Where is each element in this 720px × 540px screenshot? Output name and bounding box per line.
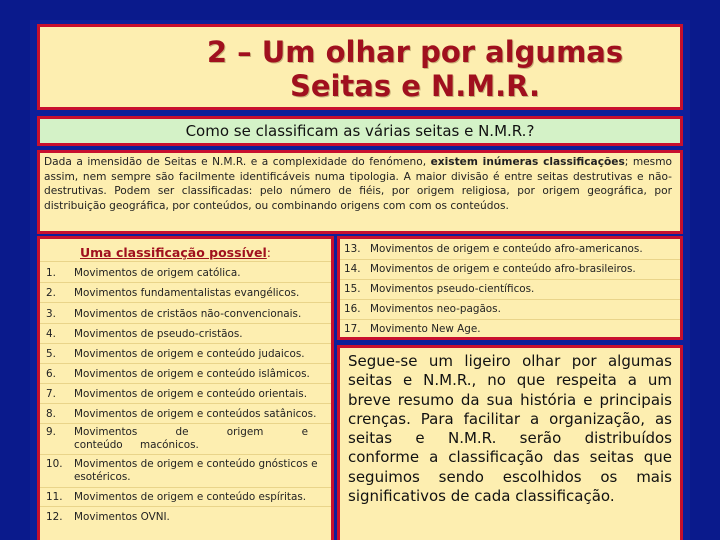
divider	[40, 261, 331, 262]
divider	[340, 299, 680, 300]
list-item	[344, 303, 501, 316]
item-text: Movimentos de origem e conteúdo afro-americanos.	[370, 243, 643, 255]
item-text: Movimentos fundamentalistas evangélicos.	[74, 287, 300, 299]
item-number: 15.	[344, 283, 361, 295]
divider	[340, 279, 680, 280]
item-text: Movimentos OVNI.	[74, 511, 170, 523]
slide-title-line-2: Seitas e N.M.R.	[289, 69, 541, 103]
item-number: 16.	[344, 303, 361, 315]
classification-heading	[80, 245, 271, 260]
item-number: 3.	[46, 308, 56, 320]
item-text: Movimentos de origem e conteúdo espíritas.	[74, 491, 307, 503]
item-number: 8.	[46, 408, 56, 420]
item-number: 10.	[46, 458, 63, 470]
item-number: 2.	[46, 287, 56, 299]
slide-title-line-1: 2 – Um olhar por algumas	[206, 35, 624, 69]
divider	[40, 487, 331, 488]
item-text: Movimentos de origem e conteúdo gnósticos e esotéricos.	[74, 458, 318, 483]
item-text: Movimentos de origem e conteúdo orientais.	[74, 388, 308, 400]
item-number: 5.	[46, 348, 56, 360]
divider	[40, 282, 331, 283]
item-number: 9.	[46, 426, 56, 438]
item-number: 7.	[46, 388, 56, 400]
classification-heading-suffix: :	[266, 245, 271, 260]
intro-bold-text: existem inúmeras classificações	[430, 156, 625, 168]
list-item	[344, 323, 481, 336]
divider	[40, 383, 331, 384]
summary-box	[337, 345, 683, 540]
item-text: Movimentos de cristãos não-convencionais.	[74, 308, 302, 320]
item-text: Movimentos de origem e conteúdo macónicos.	[74, 426, 308, 451]
item-number: 14.	[344, 263, 361, 275]
item-text: Movimentos de origem e conteúdos satânicos.	[74, 408, 317, 420]
list-item	[344, 263, 636, 276]
intro-paragraph	[37, 150, 683, 234]
intro-text-1: Dada a imensidão de Seitas e N.M.R. e a complexidade do fenómeno,	[44, 156, 431, 168]
summary-text: Segue-se um ligeiro olhar por algumas seitas e N.M.R., no que respeita a um breve resumo da sua história e principais crenças. Para facilitar a organização, as seitas e N.M.R. serão distribuídos conforme a classificação das seitas que seguimos sendo escolhidos os mais significativos de cada classificação.	[348, 352, 672, 506]
item-text: Movimento New Age.	[370, 323, 481, 335]
list-item	[344, 243, 643, 256]
divider	[340, 319, 680, 320]
subtitle-box	[37, 116, 683, 146]
divider	[40, 323, 331, 324]
classification-heading-text: Uma classificação possível	[80, 245, 267, 260]
classification-list-right	[337, 236, 683, 340]
item-text: Movimentos de origem e conteúdo islâmicos.	[74, 368, 310, 380]
title-box	[37, 24, 683, 110]
divider	[40, 363, 331, 364]
divider	[40, 423, 331, 424]
item-text: Movimentos de origem e conteúdo judaicos.	[74, 348, 305, 360]
divider	[340, 259, 680, 260]
divider	[40, 343, 331, 344]
item-text: Movimentos pseudo-científicos.	[370, 283, 535, 295]
divider	[40, 506, 331, 507]
list-item	[344, 283, 534, 296]
item-text: Movimentos neo-pagãos.	[370, 303, 501, 315]
item-text: Movimentos de origem e conteúdo afro-brasileiros.	[370, 263, 636, 275]
item-number: 12.	[46, 511, 63, 523]
item-number: 1.	[46, 267, 56, 279]
intro-text-2: ; mesmo assim, nem sempre são facilmente identificáveis numa tipologia. A maior divisão é entre seitas destrutivas e não-destrutivas. Podem ser classificadas: pelo número de fiéis, por origem religiosa, por origem geográfica, por distribuição geográfica, por conteúdos, ou combinando origens com com os conteúdos.	[44, 156, 672, 212]
divider	[40, 454, 331, 455]
item-number: 11.	[46, 491, 63, 503]
item-text: Movimentos de pseudo-cristãos.	[74, 328, 243, 340]
item-number: 6.	[46, 368, 56, 380]
divider	[40, 403, 331, 404]
item-number: 4.	[46, 328, 56, 340]
classification-list-left	[37, 236, 334, 540]
item-text: Movimentos de origem católica.	[74, 267, 241, 279]
item-number: 13.	[344, 243, 361, 255]
item-number: 17.	[344, 323, 361, 335]
divider	[40, 302, 331, 303]
slide-subtitle: Como se classificam as várias seitas e N.M.R.?	[185, 122, 535, 140]
